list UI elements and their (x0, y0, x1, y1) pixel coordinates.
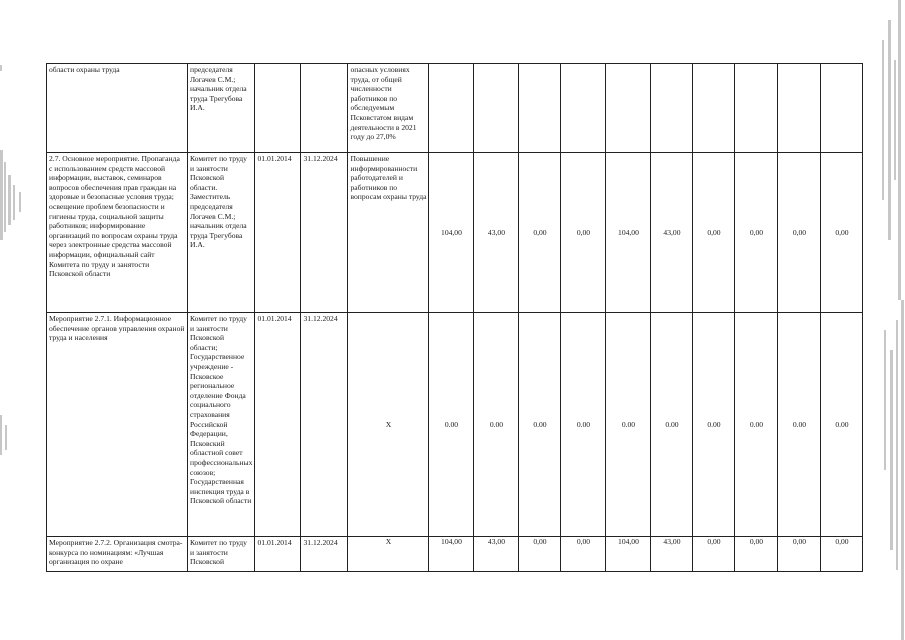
amount-cell (519, 64, 561, 153)
executor-cell: председателя Логачев С.М.; начальник отдела труда Трегубова И.А. (188, 64, 255, 153)
amount-cell (821, 64, 863, 153)
table-row (47, 313, 863, 537)
amount-cell: 0.00 (606, 313, 651, 537)
amount-cell: 104,00 (429, 537, 474, 572)
amount-cell: 0.00 (778, 313, 821, 537)
table-row (47, 537, 863, 572)
measure-cell: Мероприятие 2.7.1. Информационное обеспечение органов управления охраной труда и населения (47, 313, 188, 537)
measure-cell: 2.7. Основное мероприятие. Пропаганда с использованием средств массовой информации, выставок, семинаров вопросов обеспечения прав граждан на здоровые и безопасные условия труда; освещение проблем безопасности и гигиены труда, социальной защиты работников; информирование организаций по вопросам охраны труда через электронные средства массовой информации, официальный сайт Комитета по труду и занятости Псковской области (47, 153, 188, 313)
amount-cell: 0,00 (735, 153, 778, 313)
result-cell: опасных условиях труда, от общей численности работников по обследуемым Псковстатом видам деятельности в 2021 году до 27,0% (348, 64, 429, 153)
amount-cell: 0.00 (561, 313, 606, 537)
amount-cell: 0,00 (778, 537, 821, 572)
amount-cell: 0.00 (735, 313, 778, 537)
amount-cell: 43,00 (474, 537, 519, 572)
executor-cell: Комитет по труду и занятости Псковской (188, 537, 255, 572)
amount-cell (429, 64, 474, 153)
start-date-cell: 01.01.2014 (255, 313, 301, 537)
end-date-cell: 31.12.2024 (301, 313, 348, 537)
amount-cell (778, 64, 821, 153)
amount-cell: 0,00 (561, 153, 606, 313)
result-cell: Повышение информированности работодателей и работников по вопросам охраны труда (348, 153, 429, 313)
amount-cell: 0,00 (561, 537, 606, 572)
amount-cell: 104,00 (429, 153, 474, 313)
amount-cell: 104,00 (606, 537, 651, 572)
executor-cell: Комитет по труду и занятости Псковской области; Государственное учреждение - Псковское региональное отделение Фонда социального страхования Российской Федерации, Псковский областной совет профессиональных союзов; Государственная инспекция труда в Псковской области (188, 313, 255, 537)
table-row (47, 64, 863, 153)
end-date-cell: 31.12.2024 (301, 153, 348, 313)
executor-cell: Комитет по труду и занятости Псковской области. Заместитель председателя Логачев С.М.; начальник отдела труда Трегубова И.А. (188, 153, 255, 313)
amount-cell (606, 64, 651, 153)
amount-cell (735, 64, 778, 153)
program-table (46, 63, 863, 572)
amount-cell: 43,00 (651, 153, 693, 313)
start-date-cell: 01.01.2014 (255, 153, 301, 313)
amount-cell: 43,00 (651, 537, 693, 572)
result-cell: Х (348, 313, 429, 537)
start-date-cell: 01.01.2014 (255, 537, 301, 572)
amount-cell: 0.00 (519, 313, 561, 537)
amount-cell (561, 64, 606, 153)
amount-cell: 0,00 (519, 537, 561, 572)
amount-cell: 43,00 (474, 153, 519, 313)
amount-cell (474, 64, 519, 153)
amount-cell: 0,00 (735, 537, 778, 572)
result-cell: Х (348, 537, 429, 572)
amount-cell: 104,00 (606, 153, 651, 313)
amount-cell: 0.00 (429, 313, 474, 537)
amount-cell: 0,00 (778, 153, 821, 313)
end-date-cell: 31.12.2024 (301, 537, 348, 572)
amount-cell: 0.00 (474, 313, 519, 537)
measure-cell: области охраны труда (47, 64, 188, 153)
amount-cell: 0,00 (821, 153, 863, 313)
amount-cell: 0.00 (651, 313, 693, 537)
end-date-cell (301, 64, 348, 153)
amount-cell: 0,00 (693, 153, 735, 313)
amount-cell: 0,00 (693, 537, 735, 572)
start-date-cell (255, 64, 301, 153)
amount-cell (651, 64, 693, 153)
amount-cell: 0.00 (693, 313, 735, 537)
table-row (47, 153, 863, 313)
measure-cell: Мероприятие 2.7.2. Организация смотра-конкурса по номинациям: «Лучшая организация по охране (47, 537, 188, 572)
amount-cell: 0,00 (821, 537, 863, 572)
amount-cell: 0.00 (821, 313, 863, 537)
amount-cell (693, 64, 735, 153)
amount-cell: 0,00 (519, 153, 561, 313)
